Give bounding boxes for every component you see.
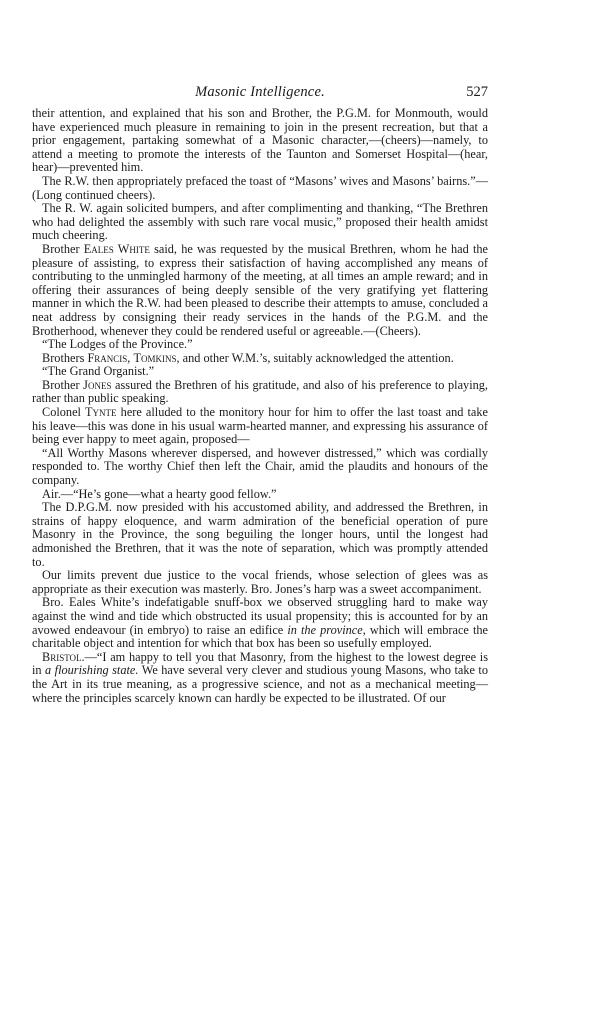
italic-phrase: in the province: [287, 622, 363, 637]
paragraph-1: [32, 107, 488, 175]
paragraph-text: The R.W. then appropriately prefaced the toast of “Masons’ wives and Masons’ bairns.”—(Long continued cheers).: [32, 173, 488, 202]
speaker-name: Tomkins: [133, 350, 177, 365]
paragraph-text: The D.P.G.M. now presided with his accustomed ability, and addressed the Brethren, in strains of happy eloquence, and warm admiration of the beneficial operation of pure Masonry in the Province, the song beguiling the longer hours, until the longest had admonished the Brethren, that it was the note of separation, which was promptly attended to.: [32, 500, 488, 569]
paragraph-12: [32, 501, 488, 569]
toast-worthy-masons: [32, 447, 488, 488]
paragraph-lead: Brother: [42, 241, 84, 256]
paragraph-8: [32, 379, 488, 406]
paragraph-13: [32, 569, 488, 596]
paragraph-text: Air.—“He’s gone—what a hearty good fellow.”: [42, 486, 277, 501]
paragraph-mid: ,: [127, 350, 134, 365]
paragraph-bristol: [32, 651, 488, 705]
paragraph-text: their attention, and explained that his son and Brother, the P.G.M. for Monmouth, would have experienced much pleasure in remaining to join in the present recreation, but that a prior engagement, partaking somewhat of a Masonic character,—(cheers)—namely, to attend a meeting to promote the interests of the Taunton and Somerset Hospital—(hear, hear)—prevented him.: [32, 106, 488, 175]
paragraph-text: “All Worthy Masons wherever dispersed, and however distressed,” which was cordially responded to. The worthy Chief then left the Chair, amid the plaudits and honours of the company.: [32, 445, 488, 488]
article-body: [32, 107, 488, 705]
paragraph-text: The R. W. again solicited bumpers, and after complimenting and thanking, “The Brethren who had delighted the assembly with such rare vocal music,” proposed their health amidst much cheering.: [32, 201, 488, 243]
paragraph-text: , which will embrace the charitable object and intention for which that box has been so usefully employed.: [32, 622, 488, 651]
speaker-name: Tynte: [85, 405, 117, 420]
paragraph-text: here alluded to the monitory hour for him to offer the last toast and take his leave—this was done in his usual warm-hearted manner, and expressing his assurance of being ever happy to meet again, proposed—: [32, 405, 488, 447]
paragraph-9: [32, 406, 488, 447]
paragraph-lead: Colonel: [42, 405, 86, 420]
air-line: [32, 488, 488, 502]
page-header: [32, 84, 488, 104]
paragraph-text: We have several very clever and studious young Masons, who take to the Art in its true meaning, as a progressive science, and not as a mechanical meeting—where the principles scarcely known can hardly be expected to be illustrated. Of our: [32, 663, 489, 705]
speaker-name: Eales White: [83, 241, 150, 256]
speaker-name: Francis: [87, 350, 128, 365]
paragraph-text: , and other W.M.’s, suitably acknowledged the attention.: [176, 350, 454, 365]
place-name: Bristol: [42, 649, 82, 664]
paragraph-text: said, he was requested by the musical Brethren, whom he had the pleasure of assisting, to express their satisfaction of having accomplished any means of contributing to the unmingled harmony of the meeting, at all times an ample reward; and in offering their assurances of being deeply sensible of the very gratifying yet flattering manner in which the R.W. had been pleased to describe their attempts to amuse, concluded a neat address by consigning their ready services in the hands of the P.G.M. and the Brotherhood, whenever they could be rendered useful or agreeable.—(Cheers).: [32, 241, 488, 338]
running-title: Masonic Intelligence.: [195, 84, 325, 100]
toast-organist: [32, 365, 488, 379]
paragraph-2: [32, 175, 488, 202]
italic-phrase: a flourishing state.: [45, 663, 139, 678]
paragraph-lead: Brothers: [42, 350, 88, 365]
paragraph-text: “The Grand Organist.”: [42, 364, 155, 379]
paragraph-text: “The Lodges of the Province.”: [42, 337, 193, 352]
paragraph-6: [32, 352, 488, 366]
paragraph-text: .—“I am happy to tell you that Masonry, from the highest to the lowest degree is in: [32, 649, 488, 678]
toast-lodges: [32, 338, 488, 352]
paragraph-text: Bro. Eales White’s indefatigable snuff-box we observed struggling hard to make way against the wind and tide which obstructed its usual propensity; this is accounted for by an avowed endeavour (in embryo) to raise an edifice: [32, 595, 488, 637]
page-number: 527: [466, 84, 488, 100]
paragraph-text: assured the Brethren of his gratitude, and also of his preference to playing, rather than public speaking.: [32, 377, 488, 406]
paragraph-14: [32, 596, 488, 650]
paragraph-3: [32, 202, 488, 243]
paragraph-4: [32, 243, 488, 338]
paragraph-lead: Brother: [42, 377, 84, 392]
paragraph-text: Our limits prevent due justice to the vocal friends, whose selection of glees was as appropriate as their execution was masterly. Bro. Jones’s harp was a sweet accompaniment.: [32, 568, 488, 596]
speaker-name: Jones: [83, 377, 112, 392]
